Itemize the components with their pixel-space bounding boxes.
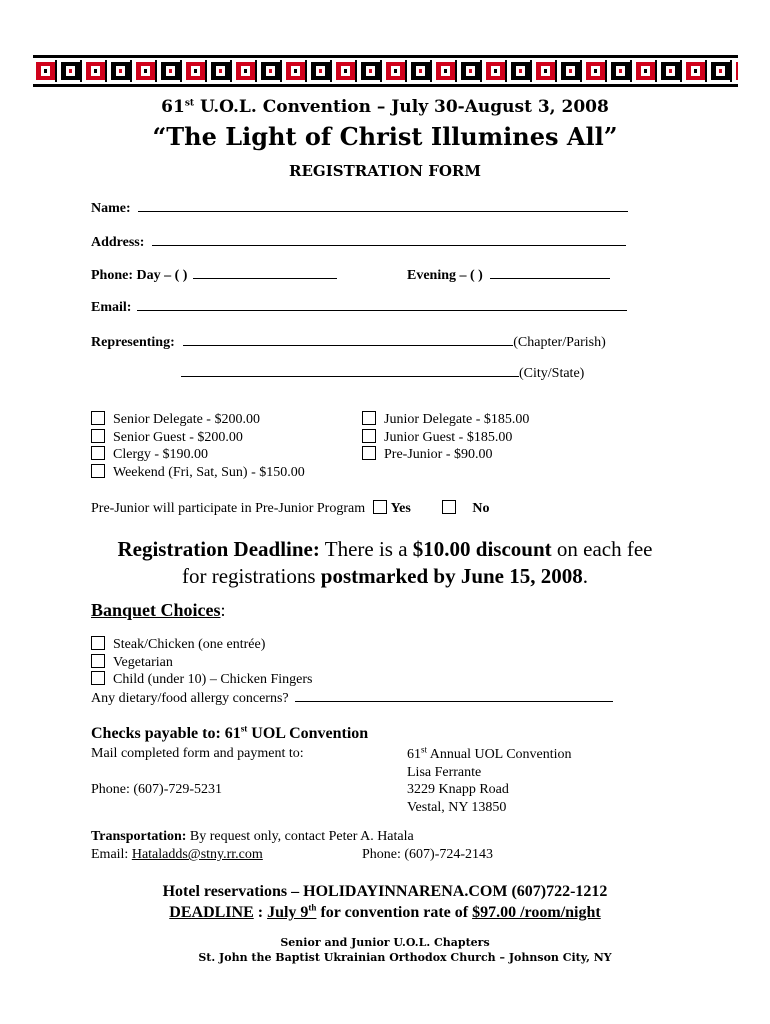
embroidery-motif	[436, 60, 457, 82]
city-state-field[interactable]	[181, 364, 584, 382]
representing-field[interactable]	[91, 333, 606, 351]
footer-chapters: Senior and Junior U.O.L. Chapters	[280, 936, 490, 949]
name-field[interactable]	[91, 199, 628, 217]
hotel-deadline: DEADLINE : July 9th for convention rate of $97.00 /room/night	[169, 902, 601, 921]
embroidery-motif	[461, 60, 482, 82]
checks-payable: Checks payable to: 61st UOL Convention	[91, 723, 369, 742]
prejunior-yes-checkbox[interactable]	[373, 500, 387, 514]
registration-options-left	[91, 411, 305, 481]
embroidery-motif	[386, 60, 407, 82]
embroidery-border	[33, 55, 738, 87]
embroidery-motif	[411, 60, 432, 82]
option-junior-guest[interactable]: Junior Guest - $185.00	[362, 429, 529, 447]
registration-options-right	[362, 411, 529, 464]
banquet-child[interactable]: Child (under 10) – Chicken Fingers	[91, 671, 613, 689]
option-weekend[interactable]: Weekend (Fri, Sat, Sun) - $150.00	[91, 464, 305, 482]
checkbox[interactable]	[91, 411, 105, 425]
city-suffix: (City/State)	[519, 366, 585, 381]
embroidery-motif	[286, 60, 307, 82]
checkbox[interactable]	[362, 429, 376, 443]
embroidery-motif	[186, 60, 207, 82]
checkbox[interactable]	[91, 654, 105, 668]
option-pre-junior[interactable]: Pre-Junior - $90.00	[362, 446, 529, 464]
option-senior-guest[interactable]: Senior Guest - $200.00	[91, 429, 305, 447]
transportation-email: Email: Hataladds@stny.rr.com	[91, 847, 263, 862]
checkbox[interactable]	[91, 429, 105, 443]
embroidery-motif	[611, 60, 632, 82]
embroidery-motif	[711, 60, 732, 82]
registration-deadline-notice: Registration Deadline: There is a $10.00 discount on each fee for registrations postmarked by June 15, 2008.	[117, 537, 653, 588]
embroidery-motif	[561, 60, 582, 82]
mail-phone: Phone: (607)-729-5231	[91, 782, 223, 797]
yes-label: Yes	[390, 501, 411, 516]
email-field[interactable]	[91, 298, 627, 316]
footer-church: St. John the Baptist Ukrainian Orthodox Church – Johnson City, NY	[198, 951, 612, 964]
checkbox[interactable]	[362, 446, 376, 460]
address-field[interactable]	[91, 233, 626, 251]
embroidery-motif	[161, 60, 182, 82]
option-clergy[interactable]: Clergy - $190.00	[91, 446, 305, 464]
embroidery-motif	[511, 60, 532, 82]
transportation-phone: Phone: (607)-724-2143	[362, 847, 494, 862]
phone-day-label: Phone: Day – ( )	[91, 268, 188, 283]
option-senior-delegate[interactable]: Senior Delegate - $200.00	[91, 411, 305, 429]
phone-evening-field[interactable]	[407, 266, 610, 284]
convention-heading: 61st U.O.L. Convention – July 30-August 3, 2008	[161, 97, 609, 117]
name-label: Name:	[91, 201, 131, 216]
embroidery-motif	[586, 60, 607, 82]
mail-instruction: Mail completed form and payment to:	[91, 746, 304, 761]
email-label: Email:	[91, 300, 132, 315]
embroidery-motif	[636, 60, 657, 82]
checkbox[interactable]	[91, 446, 105, 460]
embroidery-motif	[261, 60, 282, 82]
convention-theme: “The Light of Christ Illumines All”	[152, 122, 618, 151]
embroidery-motif	[361, 60, 382, 82]
checkbox[interactable]	[91, 636, 105, 650]
banquet-steak-chicken[interactable]: Steak/Chicken (one entrée)	[91, 636, 613, 654]
phone-day-field[interactable]	[91, 266, 337, 284]
transport-email-link[interactable]: Hataladds@stny.rr.com	[131, 847, 263, 862]
checkbox[interactable]	[362, 411, 376, 425]
embroidery-motif	[311, 60, 332, 82]
option-junior-delegate[interactable]: Junior Delegate - $185.00	[362, 411, 529, 429]
embroidery-motif	[486, 60, 507, 82]
embroidery-motif	[136, 60, 157, 82]
embroidery-motif	[736, 60, 738, 82]
form-title: REGISTRATION FORM	[289, 162, 481, 180]
embroidery-motif	[111, 60, 132, 82]
embroidery-motif	[61, 60, 82, 82]
embroidery-motif	[661, 60, 682, 82]
address-label: Address:	[91, 235, 145, 250]
prejunior-no-checkbox[interactable]	[442, 500, 456, 514]
embroidery-motif	[36, 60, 57, 82]
phone-evening-label: Evening – ( )	[407, 268, 483, 283]
embroidery-motif	[236, 60, 257, 82]
allergy-field[interactable]: Any dietary/food allergy concerns?	[91, 689, 613, 708]
banquet-options	[91, 636, 613, 707]
embroidery-motif	[86, 60, 107, 82]
embroidery-motif	[686, 60, 707, 82]
representing-label: Representing:	[91, 335, 175, 350]
no-label: No	[472, 501, 490, 516]
mailing-address: 61st Annual UOL Convention Lisa Ferrante 3229 Knapp Road Vestal, NY 13850	[407, 744, 572, 815]
checkbox[interactable]	[91, 464, 105, 478]
embroidery-motif	[536, 60, 557, 82]
embroidery-motif	[336, 60, 357, 82]
checkbox[interactable]	[91, 671, 105, 685]
transportation-note: Transportation: By request only, contact Peter A. Hatala	[91, 829, 414, 844]
hotel-reservations: Hotel reservations – HOLIDAYINNARENA.COM (607)722-1212	[162, 883, 608, 900]
banquet-vegetarian[interactable]: Vegetarian	[91, 654, 613, 672]
prejunior-question: Pre-Junior will participate in Pre-Junior Program Yes No	[91, 501, 490, 516]
banquet-heading: Banquet Choices:	[91, 600, 226, 620]
embroidery-motif	[211, 60, 232, 82]
chapter-suffix: (Chapter/Parish)	[513, 335, 606, 350]
